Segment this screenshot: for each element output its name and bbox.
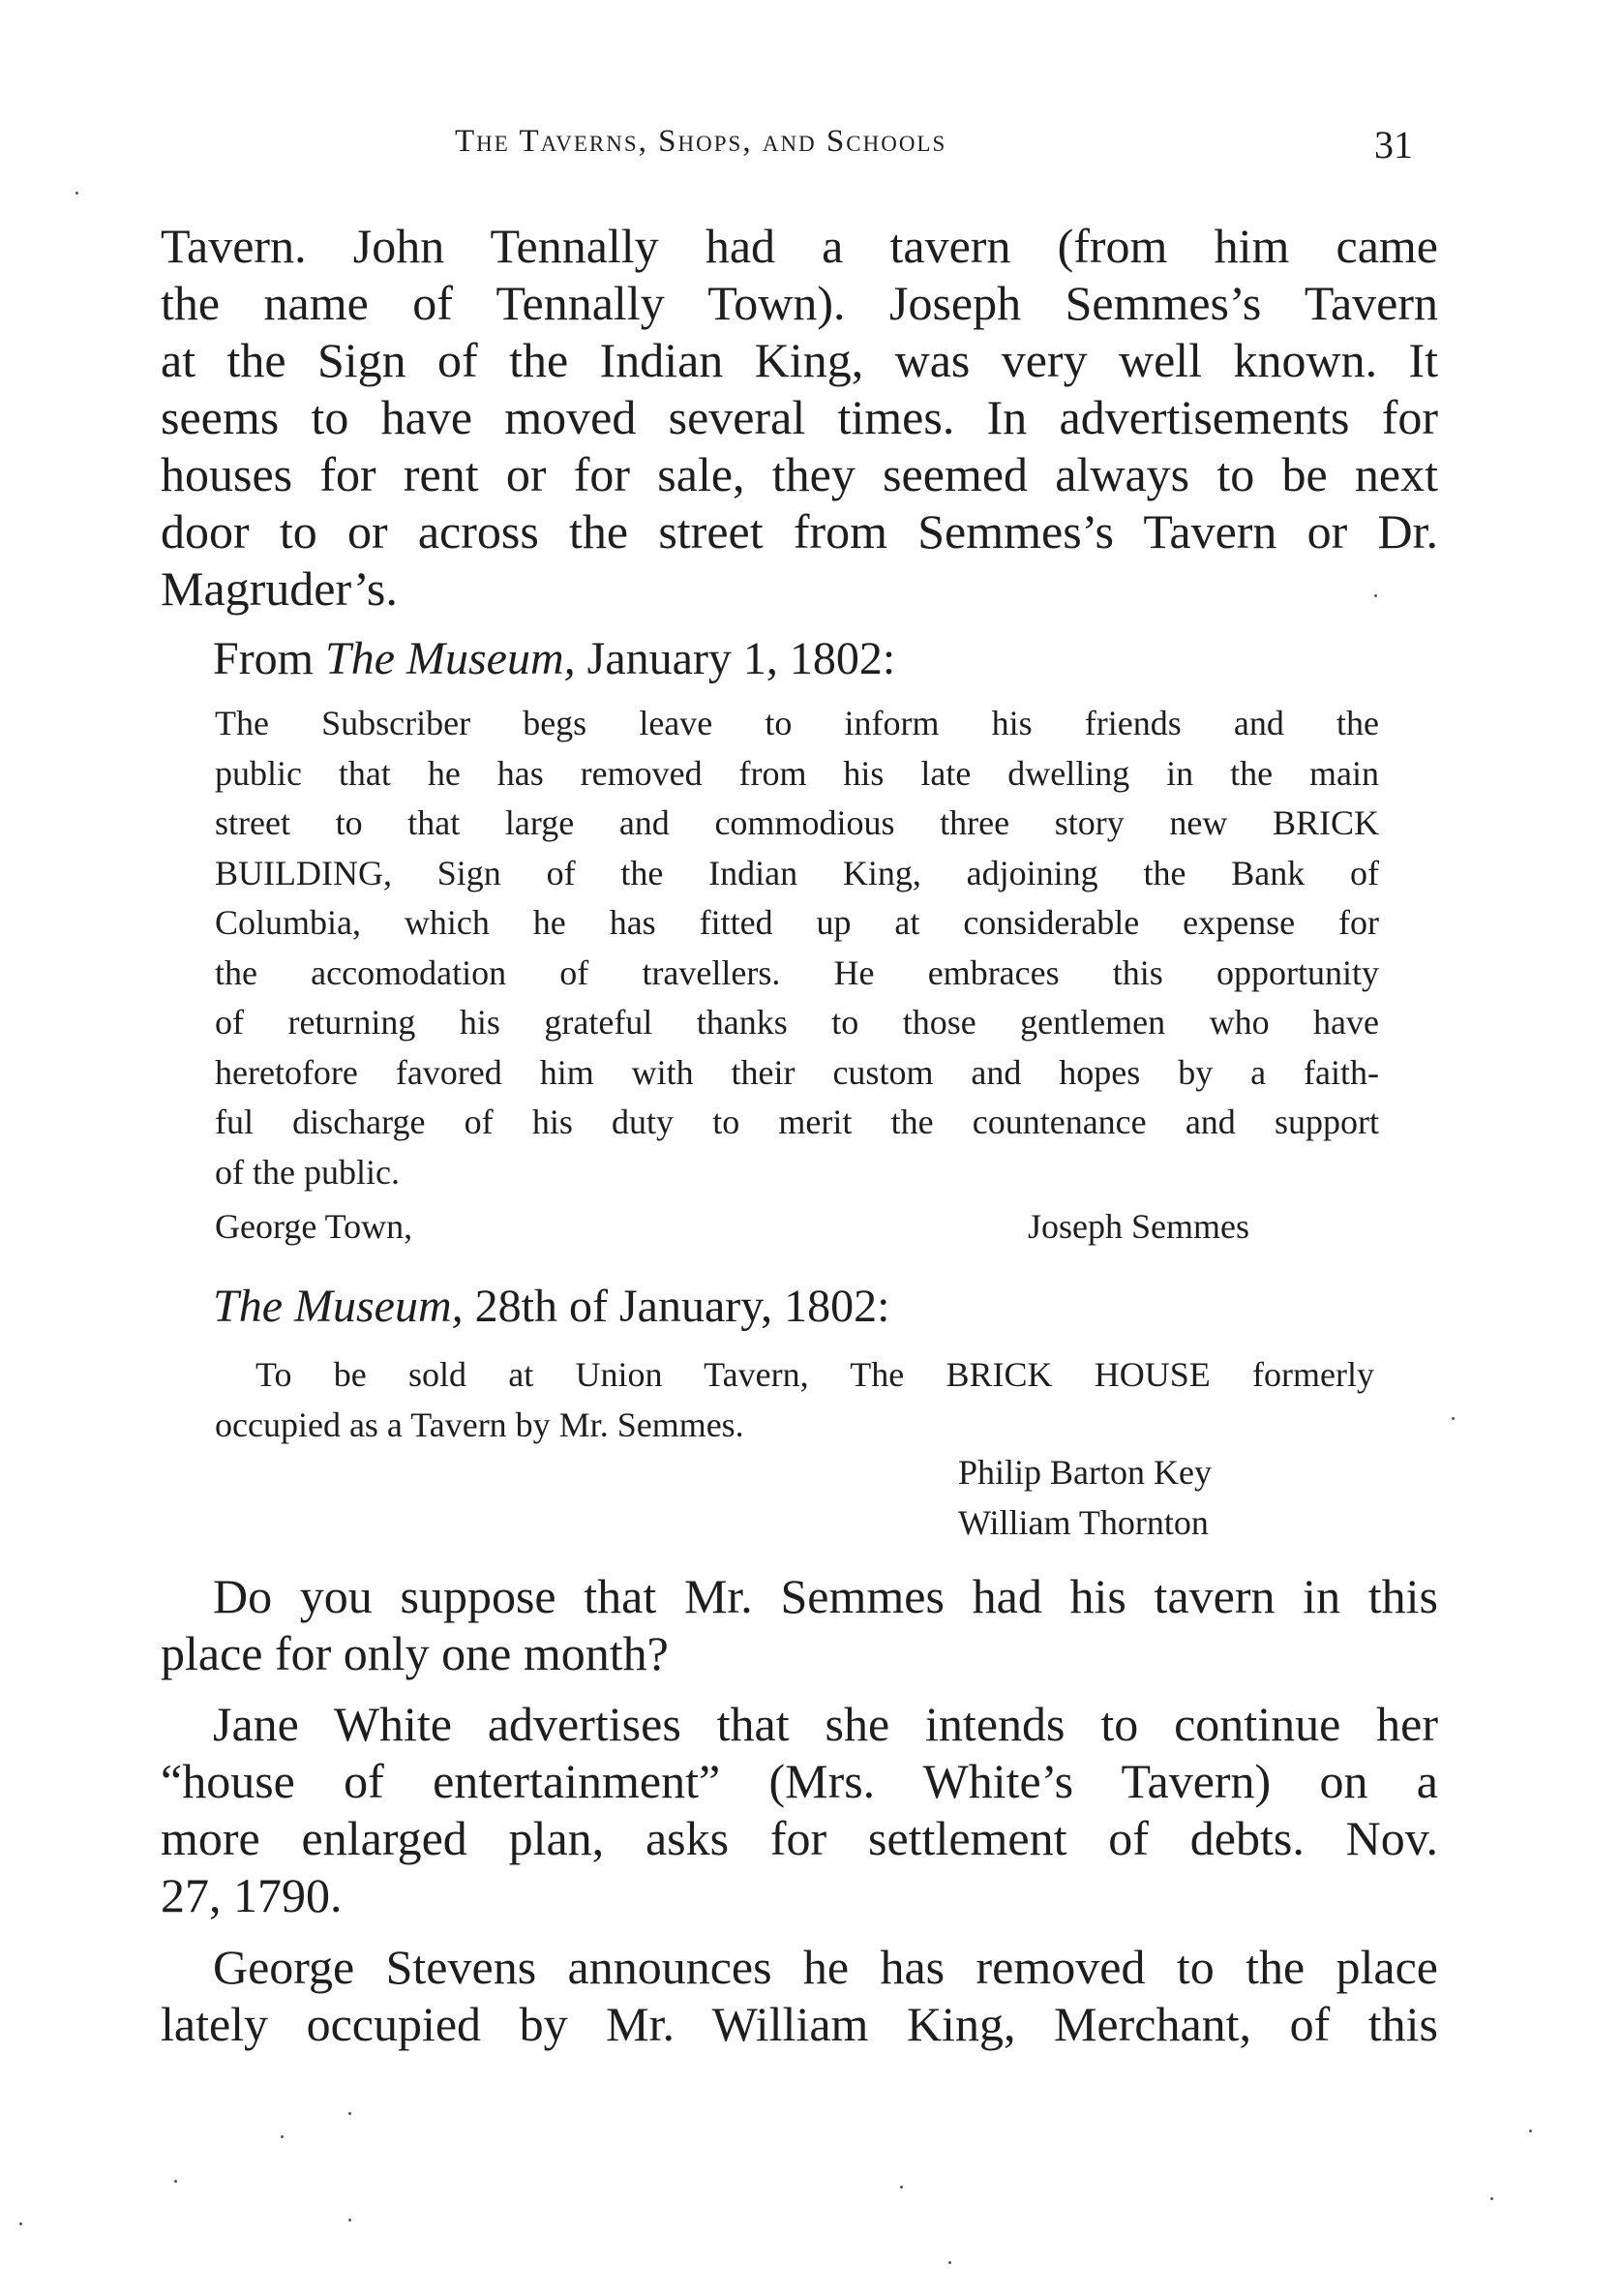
paragraph-jane-white xyxy=(213,1696,1438,1753)
advertisement-quote-2 xyxy=(255,1350,1374,1401)
scan-speck xyxy=(75,192,78,195)
quote-line: of returning his grateful thanks to those gentlemen who have xyxy=(215,1003,1379,1042)
paragraph-george-stevens xyxy=(213,1939,1438,1996)
text-line: seems to have moved several times. In advertisements for xyxy=(161,390,1438,444)
quote-line: To be sold at Union Tavern, The BRICK HOUSE formerly xyxy=(255,1355,1374,1394)
scan-speck xyxy=(348,2112,351,2115)
paragraph-george-stevens-cont xyxy=(161,1996,1438,2053)
quote-line: street to that large and commodious three story new BRICK xyxy=(215,803,1379,842)
scan-speck xyxy=(1374,594,1377,597)
quote-place: George Town, xyxy=(215,1207,413,1246)
paragraph-question-cont xyxy=(161,1625,1438,1682)
scan-speck xyxy=(174,2180,177,2183)
scan-speck xyxy=(1490,2197,1493,2200)
text-line: houses for rent or for sale, they seemed always to be next xyxy=(161,447,1438,501)
publication-title: The Museum, xyxy=(325,633,576,684)
text-line: “house of entertainment” (Mrs. White’s Tavern) on a xyxy=(161,1754,1438,1808)
source-prefix: From xyxy=(213,633,326,684)
advertisement-quote-2-cont xyxy=(215,1401,1379,1451)
text-line: Magruder’s. xyxy=(161,561,398,616)
text-line: Jane White advertises that she intends to continue her xyxy=(213,1697,1438,1751)
text-line: Do you suppose that Mr. Semmes had his tavern in this xyxy=(213,1569,1438,1623)
quote-line: The Subscriber begs leave to inform his friends and the xyxy=(215,704,1379,742)
source-date: January 1, 1802: xyxy=(575,633,896,684)
scan-speck xyxy=(19,2222,22,2225)
paragraph-question xyxy=(213,1568,1438,1625)
quote-signature: Joseph Semmes xyxy=(1028,1207,1249,1246)
quote-line: public that he has removed from his late dwelling in the main xyxy=(215,753,1379,793)
quote-line: ful discharge of his duty to merit the countenance and support xyxy=(215,1103,1379,1141)
text-line: more enlarged plan, asks for settlement of debts. Nov. xyxy=(161,1811,1438,1865)
scan-speck xyxy=(281,2135,284,2138)
scan-speck xyxy=(900,2186,903,2189)
scan-speck xyxy=(1529,2130,1532,2132)
quote-line: the accomodation of travellers. He embraces this opportunity xyxy=(215,952,1379,992)
quote-line: of the public. xyxy=(215,1152,400,1192)
text-line: 27, 1790. xyxy=(161,1868,343,1922)
quote-line: heretofore favored him with their custom and hopes by a faith- xyxy=(215,1052,1379,1092)
quote-source-2 xyxy=(213,1280,889,1334)
scan-speck xyxy=(348,2219,351,2221)
quote-line: occupied as a Tavern by Mr. Semmes. xyxy=(215,1405,744,1444)
advertisement-quote-1 xyxy=(215,699,1379,1197)
text-line: door to or across the street from Semmes’s Tavern or Dr. xyxy=(161,504,1438,559)
quote-signature: Philip Barton Key xyxy=(958,1453,1212,1492)
paragraph-tavern-intro xyxy=(161,218,1438,618)
text-line: lately occupied by Mr. William King, Merchant, of this xyxy=(161,1997,1438,2051)
text-line: place for only one month? xyxy=(161,1626,669,1680)
quote-line: BUILDING, Sign of the Indian King, adjoining the Bank of xyxy=(215,853,1379,892)
quote-line: Columbia, which he has fitted up at considerable expense for xyxy=(215,903,1379,942)
text-line: George Stevens announces he has removed to the place xyxy=(213,1940,1438,1994)
paragraph-jane-white-cont xyxy=(161,1753,1438,1924)
running-head: The Taverns, Shops, and Schools xyxy=(455,124,947,159)
text-line: Tavern. John Tennally had a tavern (from him came xyxy=(161,219,1438,273)
page-number: 31 xyxy=(1374,123,1413,166)
publication-title: The Museum, xyxy=(213,1281,464,1332)
scan-speck xyxy=(948,2261,951,2264)
source-date: 28th of January, 1802: xyxy=(463,1281,890,1332)
scan-speck xyxy=(1452,1417,1455,1420)
text-line: the name of Tennally Town). Joseph Semmes’s Tavern xyxy=(161,276,1438,330)
text-line: at the Sign of the Indian King, was very well known. It xyxy=(161,333,1438,387)
quote-signature: William Thornton xyxy=(958,1503,1209,1542)
quote-source-1 xyxy=(213,632,895,686)
